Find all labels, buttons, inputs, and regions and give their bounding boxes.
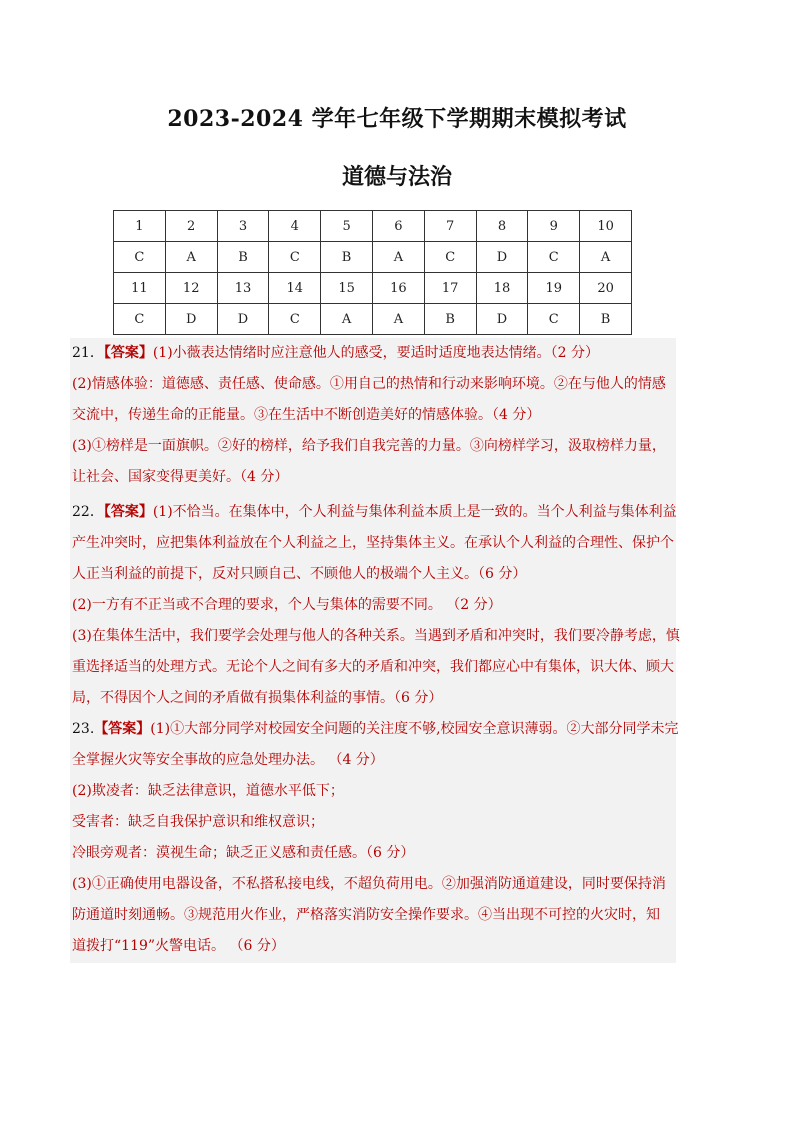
q23-line-2: 全掌握火灾等安全事故的应急处理办法。 （4 分） <box>72 752 384 768</box>
answer-letter-cell: A <box>321 304 373 335</box>
q22-answer-key: 【答案】 <box>103 504 153 520</box>
q21-part1: (1)小薇表达情绪时应注意他人的感受，要适时适度地表达情绪。（2 分） <box>152 345 600 361</box>
q22-number: 22． <box>72 504 104 520</box>
question-number-cell: 9 <box>528 211 580 242</box>
q23-line-7: 防通道时刻通畅。③规范用火作业，严格落实消防安全操作要求。④当出现不可控的火灾时，知 <box>72 907 660 923</box>
question-number-cell: 18 <box>476 273 528 304</box>
question-number-cell: 19 <box>528 273 580 304</box>
exam-title: 2023-2024 学年七年级下学期期末模拟考试 <box>167 106 627 132</box>
question-number-cell: 15 <box>321 273 373 304</box>
answer-letter-cell: B <box>217 242 269 273</box>
question-number-cell: 12 <box>165 273 217 304</box>
answer-letter-row <box>114 304 632 335</box>
question-number-cell: 10 <box>580 211 632 242</box>
answer-letter-cell: A <box>372 242 424 273</box>
question-number-cell: 4 <box>269 211 321 242</box>
answer-letter-cell: C <box>424 242 476 273</box>
answer-letter-cell: A <box>165 242 217 273</box>
q23-line-6: (3)①正确使用电器设备，不私搭私接电线，不超负荷用电。②加强消防通道建设，同时要保持消 <box>72 876 666 892</box>
question-number-cell: 13 <box>217 273 269 304</box>
question-number-cell: 1 <box>114 211 166 242</box>
answer-letter-cell: A <box>372 304 424 335</box>
question-number-row <box>114 211 632 242</box>
q22-block <box>72 497 680 714</box>
answer-letter-cell: C <box>114 242 166 273</box>
q21-line-5: 让社会、国家变得更美好。（4 分） <box>72 469 289 485</box>
question-number-cell: 14 <box>269 273 321 304</box>
question-number-cell: 8 <box>476 211 528 242</box>
answer-letter-row <box>114 242 632 273</box>
answer-letter-cell: D <box>217 304 269 335</box>
answer-letter-cell: C <box>269 242 321 273</box>
q23-line-8: 道拨打“119”火警电话。 （6 分） <box>72 938 285 954</box>
question-number-cell: 11 <box>114 273 166 304</box>
question-number-cell: 6 <box>372 211 424 242</box>
question-number-cell: 20 <box>580 273 632 304</box>
answer-letter-cell: A <box>580 242 632 273</box>
q21-line-2: (2)情感体验：道德感、责任感、使命感。①用自己的热情和行动来影响环境。②在与他人的情感 <box>72 376 666 392</box>
question-number-cell: 5 <box>321 211 373 242</box>
answer-letter-cell: B <box>424 304 476 335</box>
question-number-row <box>114 273 632 304</box>
q21-number: 21． <box>72 345 104 361</box>
answer-letter-cell: C <box>114 304 166 335</box>
q21-line-1 <box>72 338 676 369</box>
q23-line-1 <box>72 714 679 745</box>
question-number-cell: 17 <box>424 273 476 304</box>
question-number-cell: 16 <box>372 273 424 304</box>
q22-line-7: 局，不得因个人之间的矛盾做有损集体利益的事情。（6 分） <box>72 690 443 706</box>
q23-line-3: (2)欺凌者：缺乏法律意识，道德水平低下； <box>72 783 344 799</box>
answer-letter-cell: C <box>528 242 580 273</box>
q22-line-1 <box>72 497 676 528</box>
answer-letter-cell: D <box>476 304 528 335</box>
q22-line-6: 重选择适当的处理方式。无论个人之间有多大的矛盾和冲突，我们都应心中有集体，识大体、顾大 <box>72 659 674 675</box>
q23-block <box>72 714 679 962</box>
subject-title: 道德与法治 <box>341 164 452 190</box>
q22-line-5: (3)在集体生活中，我们要学会处理与他人的各种关系。当遇到矛盾和冲突时，我们要冷静考虑，慎 <box>72 628 680 644</box>
answer-letter-cell: B <box>580 304 632 335</box>
q22-line-3: 人正当利益的前提下，反对只顾自己、不顾他人的极端个人主义。（6 分） <box>72 566 527 582</box>
q23-line-5: 冷眼旁观者：漠视生命；缺乏正义感和责任感。（6 分） <box>72 845 415 861</box>
q21-answer-key: 【答案】 <box>103 345 153 361</box>
q21-block <box>72 338 676 493</box>
q22-part1: (1)不恰当。在集体中，个人利益与集体利益本质上是一致的。当个人利益与集体利益 <box>152 504 677 520</box>
answer-letter-cell: C <box>528 304 580 335</box>
q21-line-3: 交流中，传递生命的正能量。③在生活中不断创造美好的情感体验。（4 分） <box>72 407 541 423</box>
q23-number: 23. <box>72 721 95 737</box>
answer-letter-cell: C <box>269 304 321 335</box>
answer-table <box>113 210 632 335</box>
q23-part1: (1)①大部分同学对校园安全问题的关注度不够,校园安全意识薄弱。②大部分同学未完 <box>150 721 679 737</box>
q22-line-2: 产生冲突时，应把集体利益放在个人利益之上，坚持集体主义。在承认个人利益的合理性、保护个 <box>72 535 674 551</box>
q21-line-4: (3)①榜样是一面旗帜。②好的榜样，给予我们自我完善的力量。③向榜样学习，汲取榜样力量， <box>72 438 666 454</box>
question-number-cell: 2 <box>165 211 217 242</box>
q22-line-4: (2)一方有不正当或不合理的要求，个人与集体的需要不同。 （2 分） <box>72 597 502 613</box>
q23-answer-key: 【答案】 <box>94 721 151 737</box>
answer-letter-cell: D <box>476 242 528 273</box>
answer-letter-cell: B <box>321 242 373 273</box>
question-number-cell: 3 <box>217 211 269 242</box>
answer-letter-cell: D <box>165 304 217 335</box>
question-number-cell: 7 <box>424 211 476 242</box>
q23-line-4: 受害者：缺乏自我保护意识和维权意识； <box>72 814 324 830</box>
